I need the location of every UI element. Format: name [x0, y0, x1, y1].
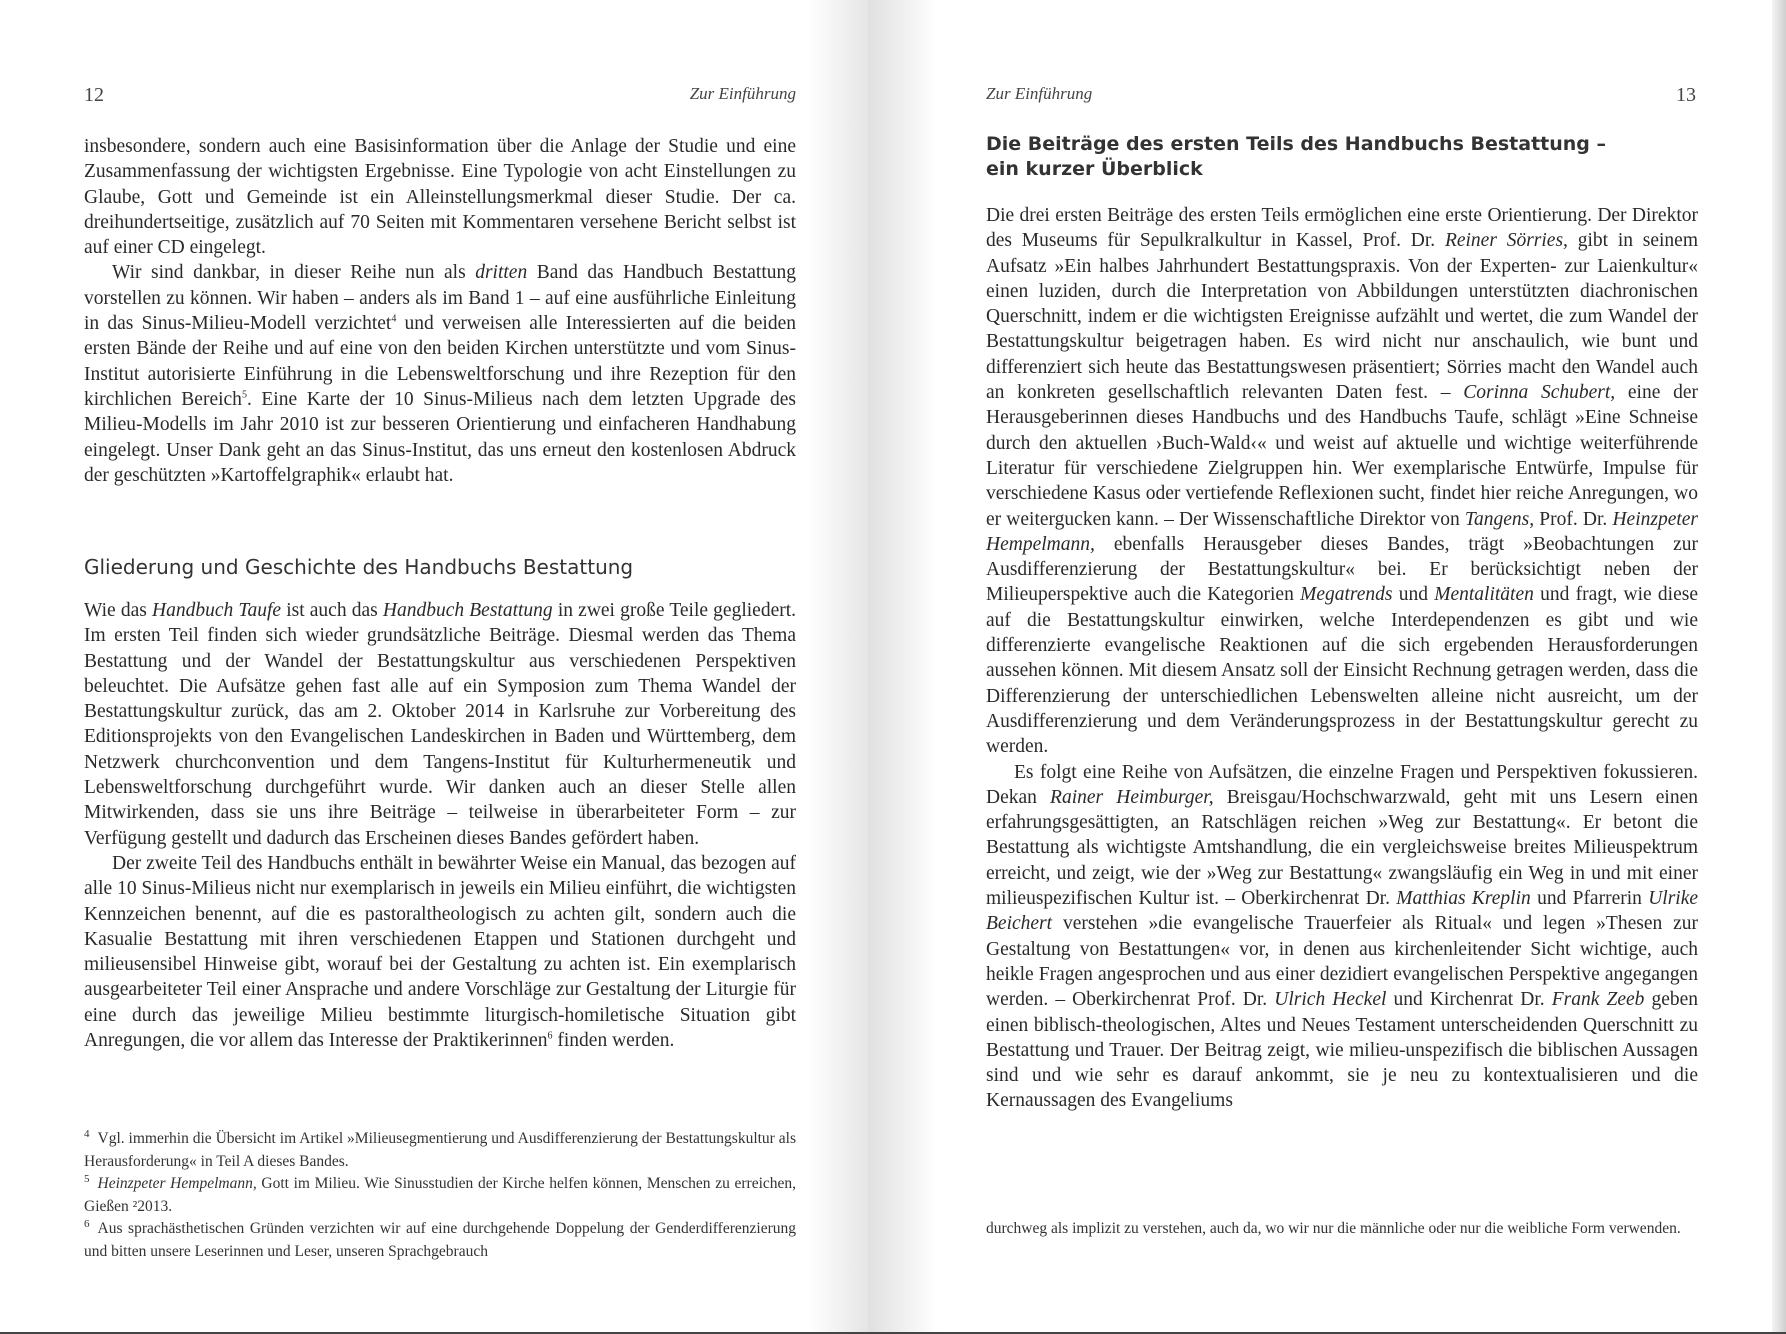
right-heading-line-1: Die Beiträge des ersten Teils des Handbuchs Bestattung –	[986, 133, 1607, 155]
footnote-4: $^4$ Vgl. immerhin die Übersicht im Artikel »Milieusegmentierung und Ausdifferenzierung der Bestattungskultur als Herausforderung« in Teil A dieses Bandes.	[84, 1127, 796, 1170]
right-running-head: Zur Einführung	[986, 84, 1093, 103]
right-page	[868, 0, 1786, 1334]
footnote-6-continued: durchweg als implizit zu verstehen, auch da, wo wir nur die männliche oder nur die weibliche Form verwenden.	[986, 1220, 1681, 1237]
left-footnotes	[84, 1128, 796, 1263]
left-page-number: 12	[84, 84, 104, 106]
left-paragraph-1: insbesondere, sondern auch eine Basisinformation über die Anlage der Studie und eine Zusammenfassung der wichtigsten Ergebnisse. Eine Typologie von acht Einstellungen zu Glaube, Gott und Gemeinde ist ein Alleinstellungsmerkmal dieser Studie. Der ca. dreihundertseitige, zusätzlich auf 70 Seiten mit Kommentaren versehene Bericht selbst ist auf einer CD eingelegt.	[84, 136, 796, 259]
footnote-6: $^6$ Aus sprachästhetischen Gründen verzichten wir auf eine durchgehende Doppelung der Genderdifferenzierung und bitten unsere Leserinnen und Leser, unseren Sprachgebrauch	[84, 1217, 796, 1260]
left-body	[84, 134, 796, 488]
footnote-ref-5[interactable]: 5	[241, 389, 247, 401]
right-paragraph-2: Es folgt eine Reihe von Aufsätzen, die einzelne Fragen und Perspektiven fokussieren. Dekan Rainer Heimburger, Breisgau/Hochschwarzwald, geht mit uns Lesern einen erfahrungsgesättigten, an Ratschlägen reichen »Weg zur Bestattung«. Er betont die Bestattung als wichtigste Amtshandlung, die ein vergleichsweise breites Milieuspektrum erreicht, und zeigt, wie der »Weg zur Bestattung« zwangsläufig ein Weg in und mit einer milieuspezifischen Kultur ist. – Oberkirchenrat Dr. Matthias Kreplin und Pfarrerin Ulrike Beichert verstehen »die evangelische Trauerfeier als Ritual« und legen »Thesen zur Gestaltung von Bestattungen« vor, in denen aus kirchenleitender Sicht wichtige, auch heikle Fragen angesprochen und aus einer dezidiert evangelischen Perspektive angegangen werden. – Oberkirchenrat Prof. Dr. Ulrich Heckel und Kirchenrat Dr. Frank Zeeb geben einen biblisch-theologischen, Altes und Neues Testament unterscheidenden Querschnitt zu Bestattung und Trauer. Der Beitrag zeigt, wie milieu-unspezifisch die biblischen Aussagen sind und wie sehr es darauf ankommt, sie je neu zu kontextualisieren und die Kernaussagen des Evangeliums	[986, 761, 1699, 1112]
left-page	[0, 0, 868, 1334]
left-body-2	[84, 598, 796, 1053]
footnote-5: $^5$ Heinzpeter Hempelmann, Gott im Milieu. Wie Sinusstudien der Kirche helfen können, Menschen zu erreichen, Gießen ²2013.	[84, 1172, 797, 1215]
right-footnote-continuation	[986, 1218, 1698, 1241]
right-body	[986, 203, 1698, 1114]
right-paragraph-1: Die drei ersten Beiträge des ersten Teils ermöglichen eine erste Orientierung. Der Direktor des Museums für Sepulkralkultur in Kassel, Prof. Dr. Reiner Sörries, gibt in seinem Aufsatz »Ein halbes Jahrhundert Bestattungspraxis. Von der Experten- zur Laienkultur« einen luziden, durch die Interpretation von Abbildungen unterstützten diachronischen Querschnitt, indem er die wichtigsten Ereignisse aufzählt und wertet, die zum Wandel der Bestattungskultur beigetragen haben. Es wird nicht nur anschaulich, wie bunt und differenziert sich heute das Bestattungswesen präsentiert; Sörries macht den Wandel auch an konkreten gesellschaftlich relevanten Daten fest. – Corinna Schubert, eine der Herausgeberinnen dieses Handbuchs und des Handbuchs Taufe, schlägt »Eine Schneise durch den aktuellen ›Buch-Wald‹« und weist auf aktuelle und wichtige weiterführende Literatur für verschiedene Zielgruppen hin. Wer exemplarische Entwürfe, Impulse für verschiedene Kasus oder vertiefende Reflexionen sucht, findet hier reiche Anregungen, wo er weitergucken kann. – Der Wissenschaftliche Direktor von Tangens, Prof. Dr. Heinzpeter Hempelmann, ebenfalls Herausgeber dieses Bandes, trägt »Beobachtungen zur Ausdifferenzierung der Bestattungskultur« bei. Er berücksichtigt neben der Milieuperspektive auch die Kategorien Megatrends und Mentalitäten und fragt, wie diese auf die Bestattungskultur einwirken, welche Interdependenzen es gibt und wie differenzierte evangelische Reaktionen auf die sich ergebenden Herausforderungen aussehen können. Mit diesem Ansatz soll der Einsicht Rechnung getragen werden, dass die Differenzierung der unterschiedlichen Lebenswelten alleine nicht ausreicht, um der Ausdifferenzierung und dem Veränderungsprozess in der Bestattungskultur gerecht zu werden.	[986, 205, 1699, 758]
gutter-shadow	[808, 0, 868, 1334]
left-paragraph-3: Wie das Handbuch Taufe ist auch das Handbuch Bestattung in zwei große Teile gegliedert. Im ersten Teil finden sich wieder grundsätzliche Beiträge. Diesmal werden das Thema Bestattung und der Wandel der Bestattungskultur aus verschiedenen Perspektiven beleuchtet. Die Aufsätze gehen fast alle auf ein Symposion zum Thema Wandel der Bestattungskultur zurück, das am 2. Oktober 2014 in Karlsruhe zur Vorbereitung des Editionsprojekts von den Evangelischen Landeskirchen in Baden und Württemberg, dem Netzwerk churchconvention und dem Tangens-Institut für Kulturhermeneutik und Lebensweltforschung durchgeführt wurde. Wir danken auch an dieser Stelle allen Mitwirkenden, dass sie uns ihre Beiträge – teilweise in überarbeiteter Form – zur Verfügung gestellt und dadurch das Erscheinen dieses Bandes gefördert haben.	[84, 600, 797, 849]
right-heading-line-2: ein kurzer Überblick	[986, 158, 1203, 180]
gutter-shadow	[868, 0, 938, 1334]
right-page-number: 13	[1676, 84, 1696, 106]
left-running-head: Zur Einführung	[689, 84, 796, 103]
footnote-ref-4[interactable]: 4	[391, 313, 397, 325]
right-section-heading	[986, 132, 1698, 182]
footnote-ref-6[interactable]: 6	[547, 1030, 553, 1042]
left-paragraph-4: Der zweite Teil des Handbuchs enthält in bewährter Weise ein Manual, das bezogen auf alle 10 Sinus-Milieus nicht nur exemplarisch in jeweils ein Milieu einführt, die wichtigsten Kennzeichen benennt, auf die es pastoraltheologisch zu achten gilt, sondern auch die Kasualie Bestattung mit ihren verschiedenen Etappen und Stationen durchgeht und milieusensibel Hinweise gibt, worauf bei der Gestaltung zu achten ist. Ein exemplarisch ausgearbeiteter Teil einer Ansprache und andere Vorschläge zur Gestaltung der Liturgie für eine durch das jeweilige Milieu bestimmte liturgisch-homiletische Situation gibt Anregungen, die vor allem das Interesse der Praktikerinnen$^6$ finden werden.	[84, 852, 797, 1052]
left-paragraph-2: Wir sind dankbar, in dieser Reihe nun als dritten Band das Handbuch Bestattung vorstellen zu können. Wir haben – anders als im Band 1 – auf eine ausführliche Einleitung in das Sinus-Milieu-Modell verzichtet$^4$ und verweisen alle Interessierten auf die beiden ersten Bände der Reihe und auf eine von den beiden Kirchen unterstützte und vom Sinus-Institut autorisierte Einführung in die Lebensweltforschung und ihre Rezeption für den kirchlichen Bereich$^5$. Eine Karte der 10 Sinus-Milieus nach dem letzten Upgrade des Milieu-Modells im Jahr 2010 ist zur besseren Orientierung und einfacheren Handhabung eingelegt. Unser Dank geht an das Sinus-Institut, das uns erneut den kostenlosen Abdruck der geschützten »Kartoffelgraphik« erlaubt hat.	[84, 262, 797, 486]
left-section-heading: Gliederung und Geschichte des Handbuchs Bestattung	[84, 555, 634, 579]
page-edge	[1772, 0, 1786, 1334]
